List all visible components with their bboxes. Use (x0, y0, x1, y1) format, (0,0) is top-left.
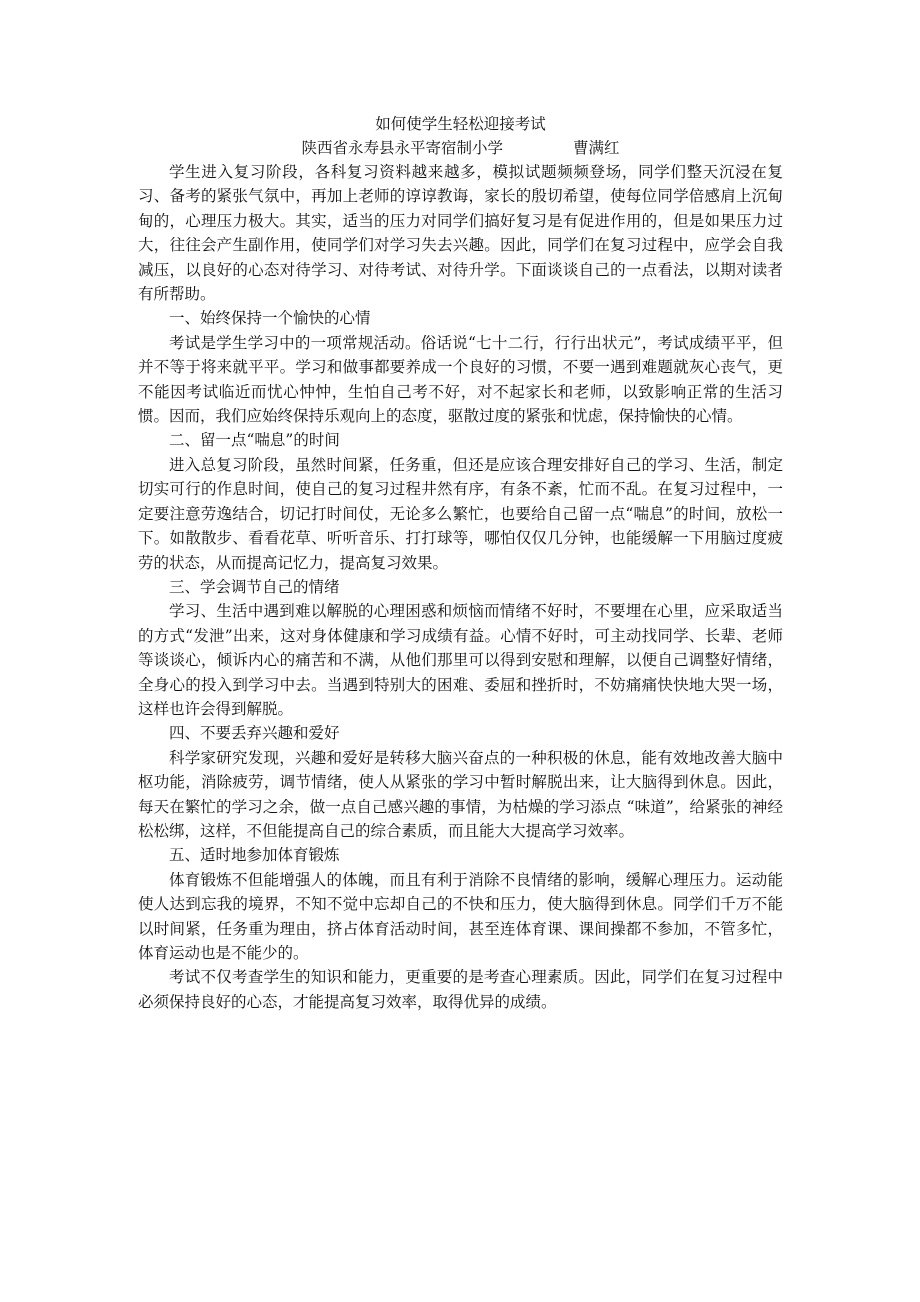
section-heading-5: 五、适时地参加体育锻炼 (169, 846, 340, 865)
paragraph-section-1: 考试是学生学习中的一项常规活动。俗话说“七十二行，行行出状元”，考试成绩平平，但并不等于将来就平平。学习和做事都要养成一个良好的习惯，不要一遇到难题就灰心丧气，更不能因考试临近而忧心忡忡，生怕自己考不好，对不起家长和老师，以致影响正常的生活习惯。因而，我们应始终保持乐观向上的态度，驱散过度的紧张和忧虑，保持愉快的心情。 (138, 333, 783, 426)
paragraph-section-5: 体育锻炼不但能增强人的体魄，而且有利于消除不良情绪的影响，缓解心理压力。运动能使人达到忘我的境界，不知不觉中忘却自己的不快和压力，使大脑得到休息。同学们千万不能以时间紧，任务重为理由，挤占体育活动时间，甚至连体育课、课间操都不参加，不管多忙，体育运动也是不能少的。 (138, 870, 783, 962)
author-name: 曹满红 (573, 139, 620, 157)
paragraph-intro: 学生进入复习阶段，各科复习资料越来越多，模拟试题频频登场，同学们整天沉浸在复习、备考的紧张气氛中，再加上老师的谆谆教诲，家长的殷切希望，使每位同学倍感肩上沉甸甸的，心理压力极大。其实，适当的压力对同学们搞好复习是有促进作用的，但是如果压力过大，往往会产生副作用，使同学们对学习失去兴趣。因此，同学们在复习过程中，应学会自我减压，以良好的心态对待学习、对待考试、对待升学。下面谈谈自己的一点看法，以期对读者有所帮助。 (138, 163, 783, 304)
paragraph-section-3: 学习、生活中遇到难以解脱的心理困惑和烦恼而情绪不好时，不要埋在心里，应采取适当的方式“发泄”出来，这对身体健康和学习成绩有益。心情不好时，可主动找同学、长辈、老师等谈谈心，倾诉内心的痛苦和不满，从他们那里可以得到安慰和理解，以便自己调整好情绪，全身心的投入到学习中去。当遇到特别大的困难、委屈和挫折时，不妨痛痛快快地大哭一场，这样也许会得到解脱。 (138, 602, 783, 718)
byline (138, 136, 783, 160)
paragraph-conclusion: 考试不仅考查学生的知识和能力，更重要的是考查心理素质。因此，同学们在复习过程中必须保持良好的心态，才能提高复习效率，取得优异的成绩。 (138, 968, 783, 1011)
section-heading-3: 三、学会调节自己的情绪 (169, 577, 340, 596)
school-name: 陕西省永寿县永平寄宿制小学 (301, 139, 503, 157)
document-page (138, 112, 783, 1014)
paragraph-section-2: 进入总复习阶段，虽然时间紧，任务重，但还是应该合理安排好自己的学习、生活，制定切实可行的作息时间，使自己的复习过程井然有序，有条不紊，忙而不乱。在复习过程中，一定要注意劳逸结合，切记打时间仗，无论多么繁忙，也要给自己留一点“喘息”的时间，放松一下。如散散步、看看花草、听听音乐、打打球等，哪怕仅仅几分钟，也能缓解一下用脑过度疲劳的状态，从而提高记忆力，提高复习效果。 (138, 455, 783, 572)
section-heading-1: 一、始终保持一个愉快的心情 (169, 309, 371, 328)
document-title: 如何使学生轻松迎接考试 (375, 115, 546, 133)
paragraph-section-4: 科学家研究发现，兴趣和爱好是转移大脑兴奋点的一种积极的休息，能有效地改善大脑中枢功能，消除疲劳，调节情绪，使人从紧张的学习中暂时解脱出来，让大脑得到休息。因此，每天在繁忙的学习之余，做一点自己感兴趣的事情，为枯燥的学习添点 “味道”，给紧张的神经松松绑，这样，不但能提高自己的综合素质，而且能大大提高学习效率。 (138, 748, 783, 840)
section-heading-2: 二、留一点“喘息”的时间 (169, 431, 340, 450)
section-heading-4: 四、不要丢弃兴趣和爱好 (169, 724, 340, 743)
